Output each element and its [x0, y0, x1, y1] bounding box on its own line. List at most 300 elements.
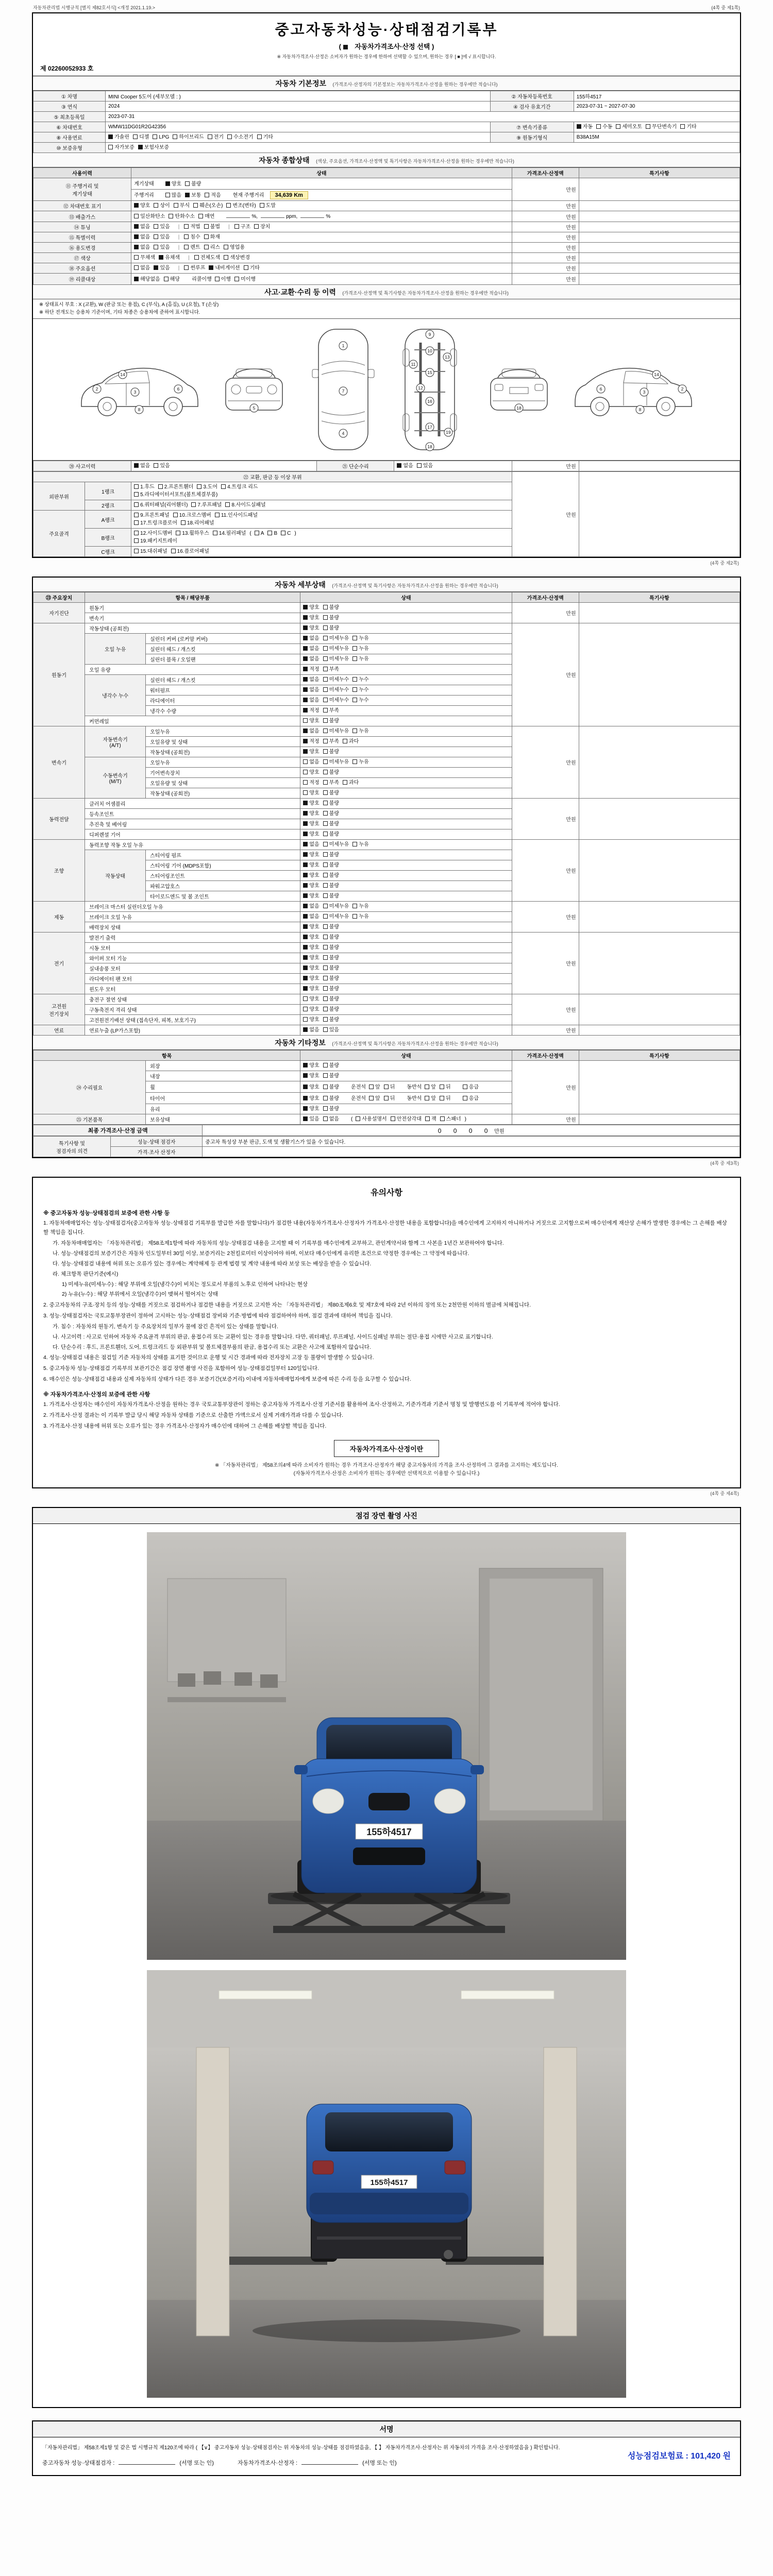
checkbox-box	[134, 245, 139, 249]
price-cell: 만원	[512, 461, 579, 471]
checkbox-box	[267, 531, 272, 535]
text-label: (	[249, 531, 251, 537]
state-cell	[131, 274, 512, 285]
checkbox-box	[352, 728, 357, 733]
rank-parts	[131, 511, 512, 529]
inspector-opinion-table	[33, 1136, 740, 1157]
checkbox-box	[343, 739, 347, 743]
field-label: ② 자동차등록번호	[490, 91, 574, 101]
registration-number: 155하4517	[574, 91, 740, 101]
checkbox: 있음	[154, 244, 170, 251]
final-price-table	[33, 1125, 740, 1136]
checkbox-box	[159, 255, 163, 260]
state-cell	[300, 840, 512, 850]
checkbox: 무단변속기	[646, 123, 677, 131]
subtitle-note: ※ 자동차가격조사·산정은 소비자가 원하는 경우에 한하여 선택할 수 있으며, 원하는 경우 [ ■ ]에 √ 표시합니다.	[277, 54, 496, 59]
checkbox-box	[323, 996, 328, 1001]
signature-line	[42, 2459, 615, 2467]
svg-text:2: 2	[681, 386, 684, 392]
checkbox: 부식	[174, 202, 190, 210]
top-meta-line	[32, 4, 741, 12]
checkbox: 불량	[323, 1105, 339, 1113]
mileage-value: 34,639 Km	[270, 191, 308, 199]
item-label: 실린더 헤드 / 개스킷	[146, 675, 300, 685]
checkbox: 불량	[323, 892, 339, 900]
section-notice	[32, 1177, 741, 1488]
detail-condition-table	[33, 592, 740, 1036]
checkbox-box	[303, 1084, 308, 1089]
checkbox-box	[194, 255, 199, 260]
checkbox: 전체도색	[194, 254, 221, 262]
divider: |	[188, 255, 190, 261]
checkbox-box	[303, 996, 308, 1001]
note-cell	[579, 603, 740, 623]
notice-line: 나. 성능·상태점검의 보증기간은 자동차 인도일부터 30일 이상, 보증거리는 2천킬로미터 이상이어야 하며, 이보다 매수인에게 유리한 조건으로 약정한 경우에는 그 약정에 따릅니다.	[53, 1250, 469, 1257]
price-cell: 만원	[512, 1061, 579, 1114]
checkbox: 있음	[154, 264, 170, 272]
checkbox: 렌트	[184, 244, 200, 251]
accident-header	[33, 285, 740, 299]
checkbox-box	[226, 203, 231, 208]
notice-line: ※ 중고자동차 성능·상태점검의 보증에 관한 사항 등	[43, 1210, 170, 1217]
part-group: 외판부위	[33, 482, 85, 511]
checkbox: 앞	[425, 1095, 436, 1103]
checkbox: 불량	[323, 934, 339, 941]
state-cell	[300, 778, 512, 788]
price-cell: 만원	[512, 472, 579, 557]
checkbox-box	[134, 549, 139, 553]
checkbox-box	[323, 965, 328, 970]
checkbox-box	[158, 484, 163, 489]
checkbox: 없음	[397, 462, 413, 470]
checkbox: 불량	[323, 851, 339, 859]
car-underbody-view	[394, 325, 466, 454]
item-label: 파워고압호스	[146, 881, 300, 891]
checkbox-box	[343, 45, 348, 49]
checkbox-box	[134, 531, 139, 535]
rank-label: A랭크	[85, 511, 131, 529]
row-label: ⑬ 배출가스	[33, 211, 131, 222]
notice-line: 다. 단순수리 : 후드, 프론트휀더, 도어, 트렁크리드 등 외판부위 및 볼트체결부품의 판금, 용접수리 또는 교환은 사고에 포함하지 않습니다.	[53, 1344, 371, 1350]
checkbox: 양호	[303, 1006, 319, 1013]
checkbox-box	[616, 124, 620, 129]
car-side-right-view	[572, 351, 701, 428]
checkbox-box	[215, 513, 220, 517]
checkbox-box	[323, 728, 328, 733]
checkbox-box	[134, 214, 139, 218]
svg-text:19: 19	[446, 430, 451, 435]
checkbox-box	[323, 914, 328, 919]
row-label: ㉑ 단순수리	[317, 461, 394, 471]
state-cell	[300, 963, 512, 974]
notice-line: ※ 자동차가격조사·산정의 보증에 관한 사항	[43, 1391, 150, 1398]
col-header: 항목	[33, 1050, 300, 1061]
checkbox: 적법	[184, 223, 200, 231]
rank-label: C랭크	[85, 547, 131, 557]
checkbox: 양호	[303, 789, 319, 797]
checkbox-box	[323, 790, 328, 795]
checkbox-box	[281, 531, 285, 535]
field-label: ① 차명	[33, 91, 106, 101]
item-label: 오일유량 및 상태	[146, 778, 300, 788]
svg-text:15: 15	[427, 370, 432, 376]
checkbox: 불량	[323, 1083, 339, 1091]
checkbox-box	[184, 265, 189, 270]
checkbox-box	[352, 636, 357, 640]
checkbox-box	[134, 277, 139, 281]
checkbox: 사용설명서	[356, 1115, 386, 1123]
checkbox-box	[174, 203, 178, 208]
checkbox-box	[255, 531, 259, 535]
text-label: )	[464, 1116, 466, 1123]
state-cell	[300, 943, 512, 953]
svg-text:8: 8	[638, 407, 642, 413]
checkbox-box	[191, 502, 196, 507]
divider: |	[228, 224, 230, 230]
accident-history	[131, 461, 317, 471]
row-label: ⑭ 튜닝	[33, 222, 131, 232]
checkbox: 있음	[154, 233, 170, 241]
blank-field	[300, 212, 324, 218]
checkbox-box	[646, 124, 650, 129]
checkbox: 양호	[303, 800, 319, 807]
checkbox-box	[254, 224, 259, 229]
device-label: 전기	[33, 933, 85, 994]
checkbox: 일산화탄소	[134, 213, 165, 221]
notice-line: 2. 가격조사·산정 결과는 이 기록부 발급 당시 해당 자동차 상태를 기준으로 산출한 가액으로서 실제 거래가격과 다를 수 있습니다.	[43, 1412, 344, 1418]
state-cell	[300, 1071, 512, 1081]
checkbox: 뒤	[440, 1095, 451, 1103]
checkbox: 불량	[323, 604, 339, 612]
state-cell	[300, 623, 512, 634]
item-label: 등속조인트	[85, 809, 300, 819]
checkbox: 적정	[303, 779, 319, 787]
checkbox: 불량	[323, 964, 339, 972]
price-cell: 만원	[512, 178, 579, 201]
checkbox: 양호	[303, 923, 319, 931]
checkbox-box	[134, 463, 139, 468]
detail-note: (가격조사·산정액 및 특기사항은 자동차가격조사·산정을 원하는 경우에만 적습니다)	[332, 583, 498, 589]
checkbox: 양호	[303, 995, 319, 1003]
checkbox-box	[138, 145, 143, 149]
notice-line: 라. 체크항목 판단기준(예시)	[53, 1270, 119, 1277]
opinion-who: 성능·상태 점검자	[111, 1137, 203, 1147]
item-label: 오일유량 및 상태	[146, 737, 300, 747]
checkbox: 양호	[303, 810, 319, 818]
checkbox: 적정	[303, 707, 319, 715]
checkbox: 7.루프패널	[191, 501, 222, 509]
checkbox: 미세누수	[323, 676, 349, 684]
device-label: 연료	[33, 1025, 85, 1036]
row-label: ⑪ 주행거리 및 계기상태	[33, 178, 131, 201]
checkbox-box	[323, 749, 328, 754]
note-cell	[579, 274, 740, 285]
signature-left	[42, 2444, 615, 2467]
state-cell	[300, 685, 512, 696]
checkbox-box	[323, 646, 328, 651]
checkbox-box	[425, 1096, 429, 1100]
transmission-options	[574, 122, 740, 132]
note-cell	[579, 726, 740, 799]
text-label: 현재 주행거리	[232, 193, 264, 198]
checkbox: 양호	[303, 1016, 319, 1024]
inspection-valid-period: 2023-07-31 ~ 2027-07-30	[574, 101, 740, 112]
checkbox-box	[323, 1116, 328, 1121]
item-label: 배력장치 상태	[85, 922, 300, 933]
checkbox: 불량	[323, 1062, 339, 1070]
checkbox: 양호	[303, 1095, 319, 1103]
engine-type: B38A15M	[574, 132, 740, 143]
item-label: 냉각수 수량	[146, 706, 300, 716]
state-cell	[300, 933, 512, 943]
checkbox-box	[213, 531, 217, 535]
checkbox-box	[134, 265, 139, 270]
checkbox: 없음	[134, 233, 150, 241]
note-cell	[579, 840, 740, 902]
checkbox: 불량	[323, 769, 339, 776]
note-cell	[579, 201, 740, 211]
checkbox: 양호	[303, 872, 319, 879]
checkbox: 잭	[425, 1115, 436, 1123]
price-cell: 만원	[512, 243, 579, 253]
text-label: (	[351, 1116, 353, 1123]
checkbox: 13.휠하우스	[176, 530, 209, 537]
checkbox-box	[352, 904, 357, 908]
accident-note: (가격조사·산정액 및 특기사항은 자동차가격조사·산정을 원하는 경우에만 적습니다)	[342, 291, 509, 296]
premium-value: 101,420 원	[691, 2452, 731, 2461]
checkbox: 과다	[343, 738, 359, 745]
note-cell	[579, 222, 740, 232]
checkbox: 스패너	[440, 1115, 461, 1123]
checkbox: 변조(변타)	[226, 202, 256, 210]
checkbox-box	[154, 265, 158, 270]
checkbox-box	[303, 873, 308, 877]
row-label: ⑮ 특별이력	[33, 232, 131, 243]
price-select-option	[40, 41, 733, 52]
overall-condition-table	[33, 167, 740, 285]
checkbox: 19.패키지트레이	[134, 537, 177, 545]
checkbox-box	[323, 935, 328, 939]
accident-history-table	[33, 461, 740, 471]
checkbox-box	[134, 224, 139, 229]
checkbox: 없음	[303, 758, 319, 766]
checkbox-box	[303, 842, 308, 846]
checkbox: 양호	[303, 604, 319, 612]
checkbox: 양호	[303, 624, 319, 632]
checkbox-box	[185, 193, 190, 197]
item-label: 클러치 어셈블리	[85, 799, 300, 809]
state-cell	[300, 1025, 512, 1036]
checkbox-box	[303, 883, 308, 888]
price-cell: 만원	[512, 274, 579, 285]
checkbox: 뒤	[384, 1083, 395, 1091]
checkbox-box	[260, 203, 264, 208]
checkbox: 5.라디에이터서포트(볼트체결부품)	[134, 491, 217, 499]
checkbox-box	[154, 245, 158, 249]
notice-line: 가. 자동차매매업자는 「자동차관리법」 제58조제1항에 따라 자동차의 성능·상태점검 내용을 고지할 때 이 기록부를 매수인에게 교부하고, 관인계약서와 함께 그 사본을 1년간 보관하여야 합니다.	[53, 1240, 504, 1247]
checkbox: 미세누수	[323, 697, 349, 704]
item-label: 시동 모터	[85, 943, 300, 953]
checkbox-box	[323, 893, 328, 898]
state-cell	[300, 1061, 512, 1071]
checkbox: 1.후드	[134, 483, 155, 491]
checkbox-box	[323, 1017, 328, 1022]
inspection-photo-rear-svg	[147, 1970, 626, 2398]
checkbox-box	[352, 698, 357, 702]
checkbox: 보통	[185, 192, 201, 199]
checkbox-box	[173, 513, 178, 517]
col-header: 특기사항	[579, 1050, 740, 1061]
checkbox: 누수	[352, 686, 368, 694]
other-info-table	[33, 1050, 740, 1125]
checkbox: 기타	[257, 133, 273, 141]
overall-title: 자동차 종합상태	[259, 156, 310, 164]
checkbox: 누유	[352, 903, 368, 910]
state-cell	[300, 891, 512, 902]
checkbox-box	[440, 1084, 444, 1089]
state-cell	[300, 1114, 512, 1125]
checkbox-box	[303, 811, 308, 816]
signer1-label: 중고자동차 성능·상태점검자 :	[42, 2460, 115, 2467]
checkbox-box	[153, 134, 157, 139]
checkbox-box	[323, 1106, 328, 1111]
checkbox-box	[303, 605, 308, 609]
checkbox: 색상변경	[224, 254, 250, 262]
item-label: 실린더 커버 (로커암 커버)	[146, 634, 300, 644]
checkbox-box	[303, 904, 308, 908]
checkbox-box	[303, 1096, 308, 1100]
checkbox: 양호	[303, 1072, 319, 1080]
checkbox: 미세누유	[323, 645, 349, 653]
note-cell	[579, 623, 740, 726]
subgroup-label: 작동상태	[85, 850, 146, 902]
checkbox-box	[197, 484, 201, 489]
checkbox-box	[171, 549, 176, 553]
checkbox-box	[303, 749, 308, 754]
blank-field	[261, 212, 284, 218]
checkbox: 전기	[208, 133, 224, 141]
section-photos	[32, 1507, 741, 2408]
state-cell	[300, 696, 512, 706]
item-label: 워터펌프	[146, 685, 300, 696]
col-header: 상태	[300, 592, 512, 603]
checkbox-box	[184, 234, 189, 239]
state-cell	[300, 850, 512, 860]
notice-title: 유의사항	[371, 1189, 402, 1198]
checkbox-box	[463, 1096, 467, 1100]
checkbox: 없음	[303, 655, 319, 663]
basic-info-header	[33, 76, 740, 91]
item-label: 디퍼렌셜 기어	[85, 829, 300, 840]
checkbox: 없음	[134, 462, 150, 470]
checkbox-box	[303, 945, 308, 950]
state-cell	[300, 912, 512, 922]
checkbox-box	[352, 914, 357, 919]
group-label: ㉔ 수리필요	[33, 1061, 146, 1114]
price-cell: 만원	[512, 232, 579, 243]
rank-parts	[131, 529, 512, 547]
state-cell	[300, 974, 512, 984]
checkbox: 리스	[204, 244, 220, 251]
row-label: ⑫ 차대번호 표기	[33, 201, 131, 211]
row-label: ⑲ 리콜대상	[33, 274, 131, 285]
checkbox-box	[352, 677, 357, 682]
item-label: 내장	[146, 1071, 300, 1081]
state-cell	[300, 1015, 512, 1025]
checkbox-box	[323, 976, 328, 980]
checkbox-box	[108, 134, 113, 139]
checkbox-box	[323, 801, 328, 805]
item-label: 오일 유량	[85, 665, 300, 675]
svg-text:13: 13	[445, 354, 450, 360]
notice-line: 6. 매수인은 성능·상태점검 내용과 실제 자동차의 상태가 다른 경우 보증기간(보증거리) 이내에 자동차매매업자에게 보증에 따른 수리 등을 요구할 수 있습니다.	[43, 1376, 411, 1383]
checkbox-box	[181, 520, 186, 525]
checkbox-box	[323, 862, 328, 867]
checkbox-box	[323, 687, 328, 692]
price-select-label: 자동차가격조사·산정 선택	[355, 43, 430, 50]
checkbox-box	[225, 502, 230, 507]
checkbox: 16.플로어패널	[171, 548, 209, 555]
photos-title: 점검 장면 촬영 사진	[33, 1508, 740, 1524]
checkbox: 불량	[323, 882, 339, 890]
checkbox-box	[397, 463, 401, 468]
checkbox: 부족	[323, 738, 339, 745]
car-rear-view	[480, 359, 558, 420]
subgroup-label: 오일 누유	[85, 634, 146, 665]
subgroup-label: 수동변속기 (M/T)	[85, 757, 146, 799]
checkbox-box	[303, 1116, 308, 1121]
checkbox-box	[323, 945, 328, 950]
state-cell	[300, 716, 512, 726]
checkbox-box	[303, 759, 308, 764]
checkbox: 부족	[323, 779, 339, 787]
checkbox: 누유	[352, 655, 368, 663]
checkbox: 가솔린	[108, 133, 129, 141]
price-cell: 만원	[512, 201, 579, 211]
checkbox-box	[323, 1096, 328, 1100]
checkbox-box	[303, 862, 308, 867]
state-cell	[300, 726, 512, 737]
state-cell	[300, 654, 512, 665]
checkbox-box	[303, 924, 308, 929]
note-cell	[579, 263, 740, 274]
svg-text:155하4517: 155하4517	[370, 2178, 408, 2188]
state-cell	[300, 665, 512, 675]
checkbox: 있음	[417, 462, 433, 470]
checkbox: 불량	[323, 717, 339, 725]
checkbox-box	[323, 1063, 328, 1067]
checkbox: 불량	[323, 614, 339, 622]
checkbox-box	[173, 134, 177, 139]
checkbox-box	[323, 625, 328, 630]
checkbox-box	[134, 255, 139, 260]
checkbox-box	[108, 145, 113, 149]
col-header: 항목 / 해당부품	[85, 592, 300, 603]
checkbox-box	[303, 1063, 308, 1067]
price-cell: 만원	[512, 253, 579, 263]
simple-repair	[394, 461, 512, 471]
page-marker: (4쪽 중 제3쪽)	[710, 1161, 739, 1166]
other-header	[33, 1036, 740, 1050]
checkbox: 기타	[244, 264, 260, 272]
checkbox: 없음	[134, 264, 150, 272]
checkbox: 미세누유	[323, 841, 349, 849]
price-cell: 만원	[512, 623, 579, 726]
insurance-premium	[628, 2449, 731, 2461]
state-cell	[131, 178, 512, 190]
checkbox-box	[134, 203, 139, 208]
doc-no-suffix: 호	[87, 65, 94, 72]
